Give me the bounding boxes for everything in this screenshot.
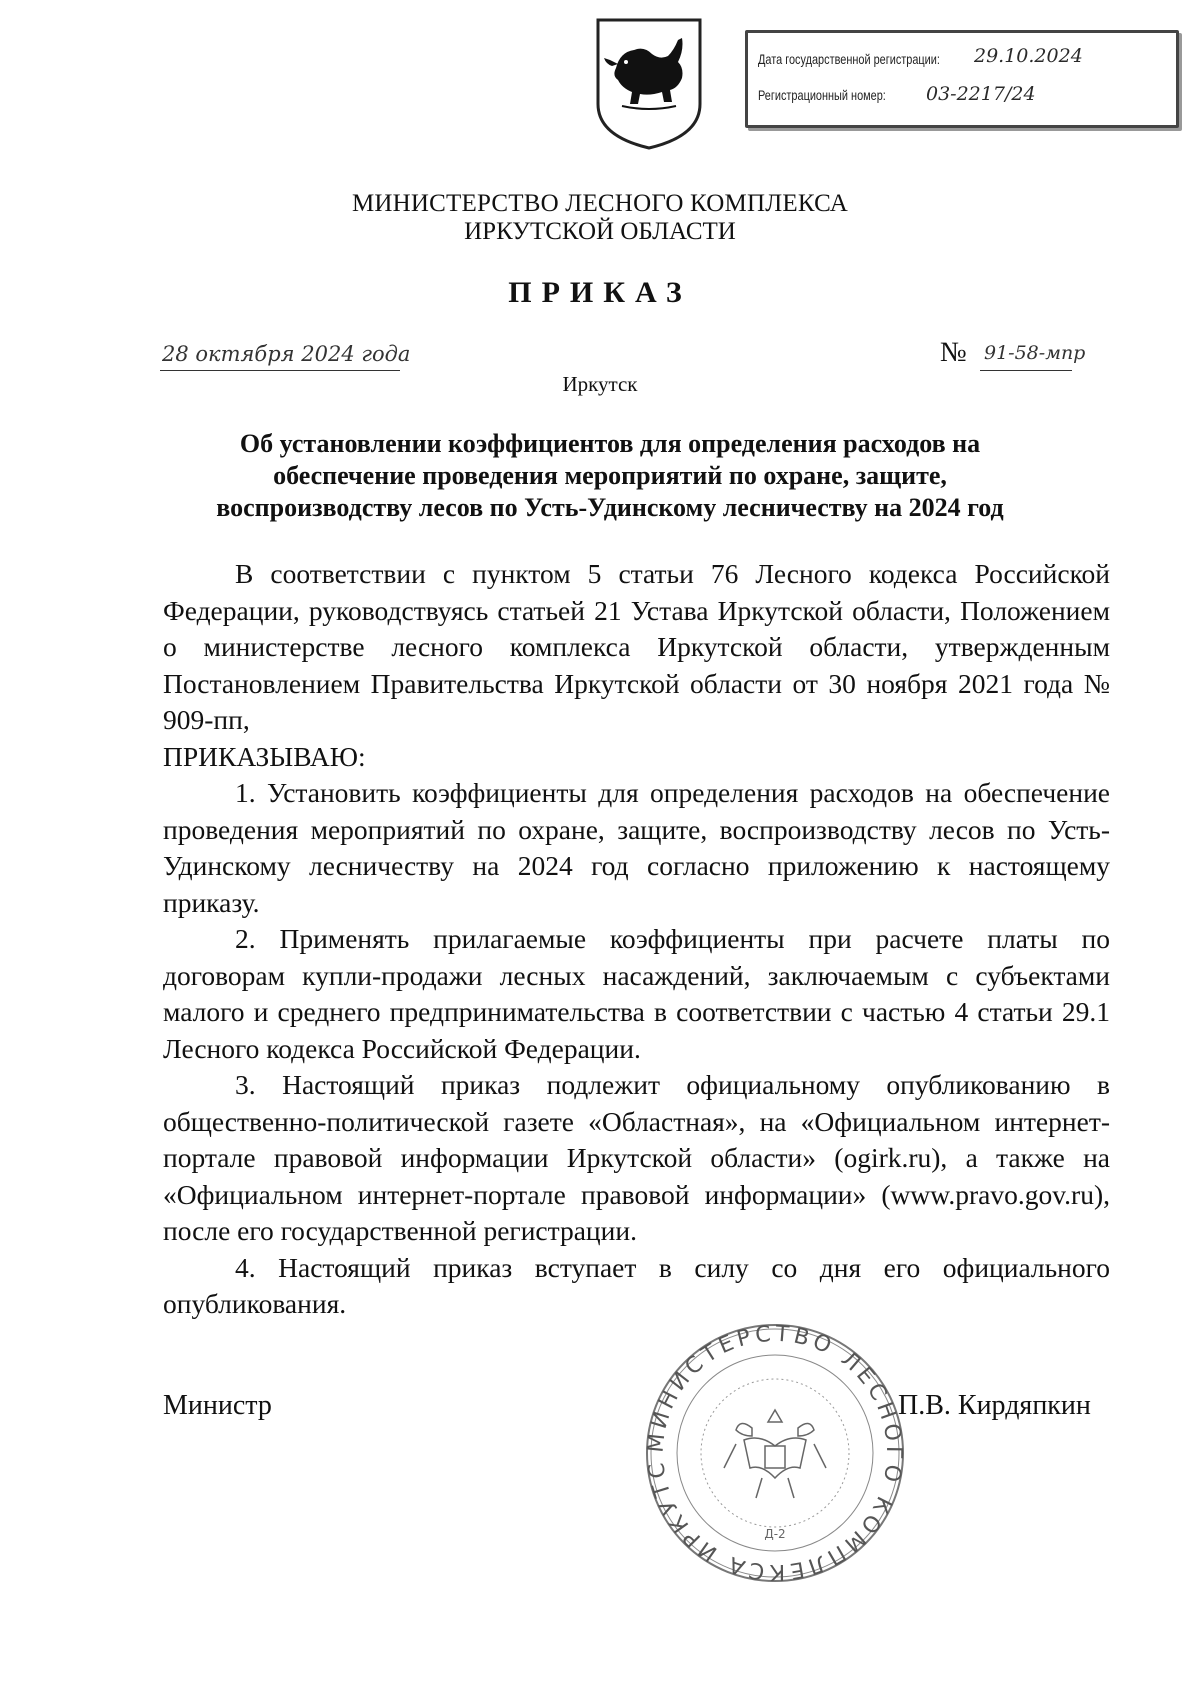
registration-number-value: 03-2217/24: [926, 83, 1036, 105]
subject-line: Об установлении коэффициентов для определения расходов на: [239, 429, 981, 458]
preamble-paragraph: В соответствии с пунктом 5 статьи 76 Лесного кодекса Российской Федерации, руководствуясь статьей 21 Устава Иркутской области, Положением о министерстве лесного комплекса Иркутской области, утвержденным Постановлением Правительства Иркутской области от 30 ноября 2021 года № 909-пп,: [163, 558, 1110, 735]
registration-stamp: [745, 30, 1179, 128]
date-underline: [160, 370, 400, 371]
coat-of-arms-icon: [594, 16, 704, 152]
ministry-name-line1: МИНИСТЕРСТВО ЛЕСНОГО КОМПЛЕКСА: [351, 190, 849, 217]
number-prefix: №: [940, 337, 967, 368]
order-number: 91-58-мпр: [984, 342, 1086, 364]
svg-text:МИНИСТЕРСТВО ЛЕСНОГО КОМПЛЕКСА: [640, 1318, 906, 1584]
signer-title: Министр: [163, 1390, 272, 1421]
order-subject: [150, 428, 1070, 524]
ministry-name-line2: ИРКУТСКОЙ ОБЛАСТИ: [464, 218, 736, 245]
official-seal: [640, 1318, 910, 1588]
subject-line: воспроизводству лесов по Усть-Удинскому лесничеству на 2024 год: [216, 493, 1004, 522]
order-item-4: 4. Настоящий приказ вступает в силу со дня его официального опубликования.: [163, 1251, 1110, 1319]
seal-outer-text: МИНИСТЕРСТВО ЛЕСНОГО КОМПЛЕКСА ИРКУТС: [643, 1321, 907, 1585]
order-word: ПРИКАЗЫВАЮ:: [163, 740, 366, 772]
registration-date-label: Дата государственной регистрации:: [758, 51, 940, 67]
order-date: 28 октября 2024 года: [162, 342, 411, 366]
city: Иркутск: [562, 372, 638, 396]
registration-date-value: 29.10.2024: [974, 45, 1083, 67]
signer-name: П.В. Кирдяпкин: [898, 1390, 1091, 1421]
registration-number-label: Регистрационный номер:: [758, 87, 886, 103]
order-item-1: 1. Установить коэффициенты для определения расходов на обеспечение проведения мероприятий по охране, защите, воспроизводству лесов по Усть-Удинскому лесничеству на 2024 год согласно приложению к настоящему приказу.: [163, 777, 1110, 918]
order-body: [163, 556, 1110, 1323]
order-item-2: 2. Применять прилагаемые коэффициенты при расчете платы по договорам купли-продажи лесных насаждений, заключаемым с субъектами малого и среднего предпринимательства в соответствии с частью 4 статьи 29.1 Лесного кодекса Российской Федерации.: [163, 923, 1110, 1064]
order-item-3: 3. Настоящий приказ подлежит официальному опубликованию в общественно-политической газете «Областная», на «Официальном интернет-портале правовой информации Иркутской области» (ogirk.ru), а также на «Официальном интернет-портале правовой информации» (www.pravo.gov.ru), после его государственной регистрации.: [163, 1069, 1110, 1246]
document-type: ПРИКАЗ: [508, 276, 692, 309]
number-underline: [980, 370, 1072, 371]
seal-code: Д-2: [764, 1527, 786, 1541]
subject-line: обеспечение проведения мероприятий по охране, защите,: [273, 461, 947, 490]
